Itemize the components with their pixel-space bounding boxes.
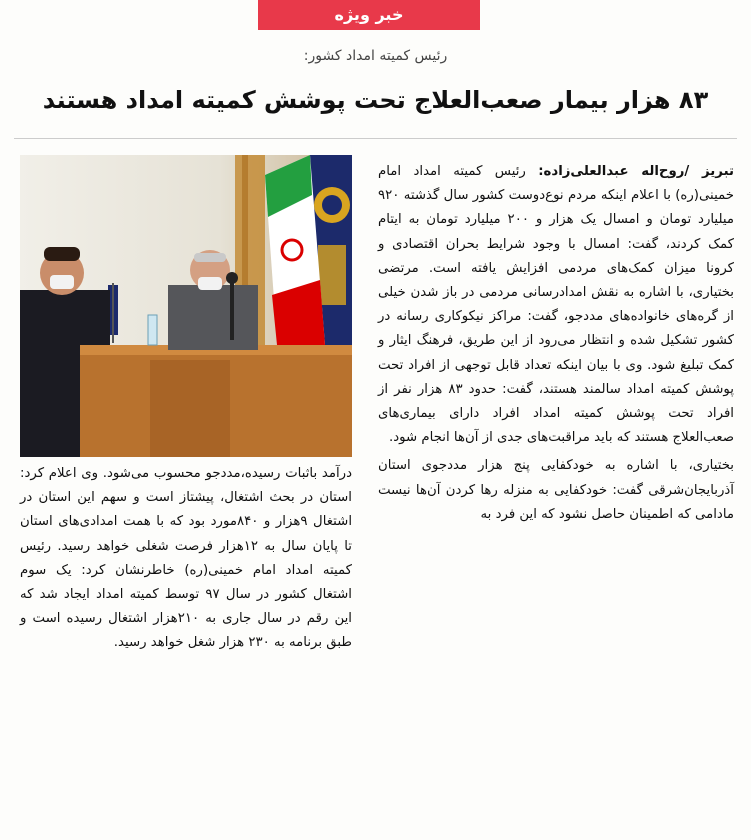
headline: ۸۳ هزار بیمار صعب‌العلاج تحت پوشش کمیته امداد هستند xyxy=(42,86,709,114)
section-label: خبر ویژه xyxy=(258,0,480,30)
article-column-left xyxy=(20,462,352,802)
divider xyxy=(14,138,737,139)
meeting-photo-illustration xyxy=(20,155,352,457)
paragraph-2: بختیاری، با اشاره به خودکفایی پنج هزار مددجوی استان آذربایجان‌شرقی گفت: خودکفایی به منزله رها کردن آن‌ها نیست مادامی که اطمینان حاصل نشود که این فرد به xyxy=(378,458,734,522)
news-photo xyxy=(20,155,352,457)
paragraph-1-text: رئیس کمیته امداد امام خمینی(ره) با اعلام اینکه مردم نوع‌دوست کشور سال گذشته ۹۲۰ میلیارد تومان و امسال یک هزار و ۲۰۰ میلیارد تومان به ایتام کمک کردند، گفت: امسال با وجود شرایط بحران اقتصادی و کرونا میزان کمک‌های مردمی افزایش یافته است. مرتضی بختیاری، با اشاره به نقش امدادرسانی مردمی در باز شدن خیلی از گره‌های خانواده‌های مددجو، گفت: مراکز نیکوکاری رسانه در کشور تشکیل شده و انتظار می‌رود از این طریق، فرهنگ ایثار و کمک تبلیغ شود. وی با بیان اینکه تعداد قابل توجهی از افراد تحت پوشش کمیته امداد سالمند هستند، گفت: حدود ۸۳ هزار نفر از افراد تحت پوشش کمیته امداد افراد دارای بیماری‌های صعب‌العلاج هستند که باید مراقبت‌های جدی از آن‌ها انجام شود. xyxy=(378,164,734,446)
paragraph-3: درآمد باثبات رسیده،مددجو محسوب می‌شود. وی اعلام کرد: استان در بحث اشتغال، پیشتاز است و سهم این استان در اشتغال ۹هزار و ۸۴۰مورد بود که با همت امدادی‌های استان تا پایان سال به ۱۲هزار فرصت شغلی خواهد رسید. رئیس کمیته امداد امام خمینی(ره) خاطرنشان کرد: یک سوم اشتغال کشور در سال ۹۷ توسط کمیته امداد ایجاد شد که این رقم در سال جاری به ۲۱۰هزار اشتغال رسیده است و طبق برنامه به ۲۳۰ هزار شغل خواهد رسید. xyxy=(20,466,353,651)
byline: تبریز /روح‌اله عبدالعلی‌زاده: xyxy=(538,164,734,179)
article-column-right xyxy=(378,160,734,810)
paragraph-1 xyxy=(378,160,734,450)
kicker: رئیس کمیته امداد کشور: xyxy=(303,48,448,64)
